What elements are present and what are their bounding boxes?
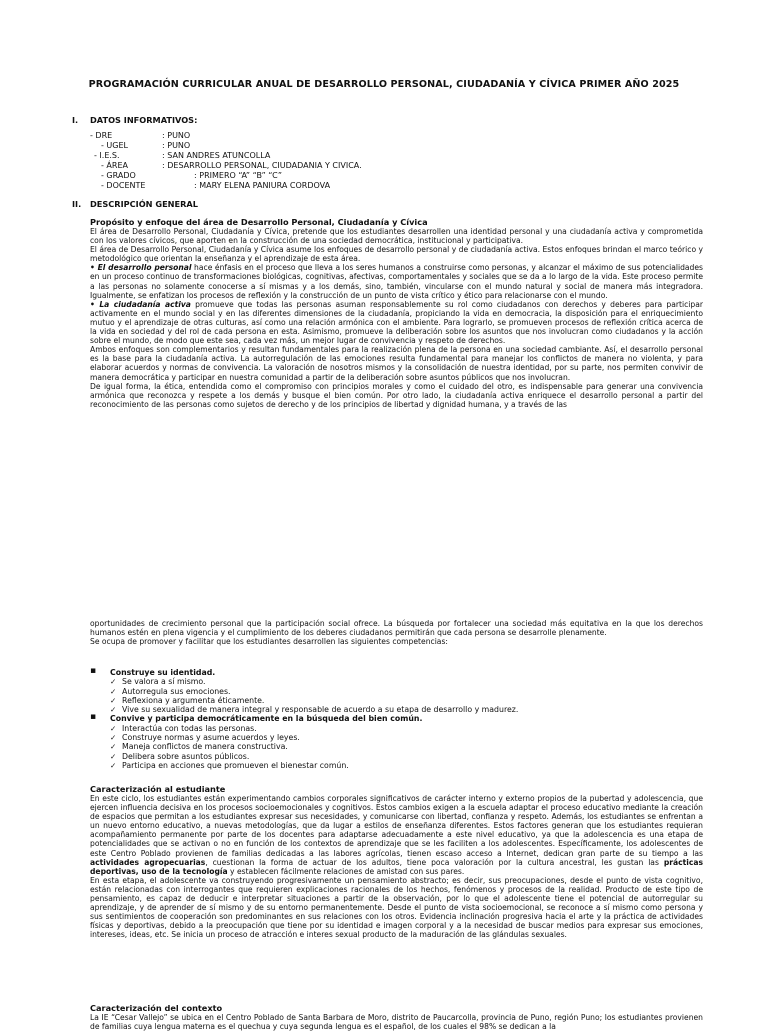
paragraph: En este ciclo, los estudiantes están experimentando cambios corporales significativos de carácter interno y externo propios de la pubertad y adolescencia, que ejercen influencia decisiva en los procesos socioemocionales y cognitivos. Estos cambios exigen a la escuela adaptar el proceso educativo mediante la creación de espacios que permitan a los estudiantes expresar sus necesidades, y comunicarse con libertad, confianza y respeto. Además, los estudiantes se enfrentan a un nuevo entorno educativo, a nuevas metodologías, que da lugar a estilos de enseñanza diferentes. Estos factores generan que los estudiantes requieran acompañamiento permanente por parte de los docentes para adaptarse adecuadamente a este nivel educativo, ya que la adolescencia es una etapa de potencialidades que se activan o no en función de los contextos de aprendizaje que se les faciliten a los adolescentes. Específicamente, los adolescentes de este Centro Poblado provienen de familias dedicadas a las labores agrícolas, tienen escaso acceso a Internet, dedican gran parte de su tiempo a las actividades agropecuarias, cuestionan la forma de actuar de los adultos, tiene poca valoración por la cultura ancestral, les gustan las prácticas deportivas, uso de la tecnología y establecen fácilmente relaciones de amistad con sus pares. bbox=[90, 794, 703, 876]
info-value-docente: : MARY ELENA PANIURA CORDOVA bbox=[194, 181, 331, 190]
caract-estudiante-heading: Caracterización al estudiante bbox=[90, 784, 226, 794]
check-icon: ✓ bbox=[110, 686, 117, 696]
info-key-ies: - I.E.S. bbox=[94, 151, 120, 160]
section-heading-datos bbox=[72, 115, 197, 125]
check-icon: ✓ bbox=[110, 695, 117, 705]
contexto-body bbox=[90, 1013, 703, 1031]
check-icon: ✓ bbox=[110, 733, 117, 743]
capacidad-item: ✓ Autorregula sus emociones. bbox=[110, 686, 231, 696]
capacidad-item: ✓ Vive su sexualidad de manera integral y responsable de acuerdo a su etapa de desarrollo y madurez. bbox=[110, 705, 519, 715]
enfoque-text: hace énfasis en el proceso que lleva a los seres humanos a construirse como personas, y alcanzar el máximo de sus potencialidades en un proceso continuo de transformaciones biológicas, cognitivas, afectivas, comportamentales y sociales que se da a lo largo de la vida. Este proceso permite a las personas no solamente conocerse a sí mismas y a los demás, sino, también, vincularse con el mundo natural y social de manera más integradora. Igualmente, se enfatizan los procesos de reflexión y la construcción de un punto de vista crítico y ético para relacionarse con el mundo. bbox=[90, 263, 703, 300]
info-value-area: : DESARROLLO PERSONAL, CIUDADANIA Y CIVICA. bbox=[162, 161, 362, 170]
competencia-identidad: ▪ Construye su identidad. bbox=[90, 668, 518, 677]
check-icon: ✓ bbox=[110, 723, 117, 733]
enfoque-text: promueve que todas las personas asuman responsablemente su rol como ciudadanos con derechos y deberes para participar activamente en el mundo social y en las diferentes dimensiones de la ciudadanía, propiciando la vida en democracia, la disposición para el enriquecimiento mutuo y el aprendizaje de otras culturas, así como una relación armónica con el ambiente. Para lograrlo, se promueven procesos de reflexión crítica acerca de la vida en sociedad y del rol de cada persona en esta. Asimismo, promueve la deliberación sobre los asuntos que nos involucran como ciudadanos y la acción sobre el mundo, de modo que este sea, cada vez más, un mejor lugar de convivencia y respeto de derechos. bbox=[90, 299, 703, 346]
paragraph: Ambos enfoques son complementarios y resultan fundamentales para la realización plena de la persona en una sociedad cambiante. Así, el desarrollo personal es la base para la ciudadanía activa. La autorregulación de las emociones resulta fundamental para manejar los conflictos de manera no violenta, y para elaborar acuerdos y normas de convivencia. La valoración de nosotros mismos y la consolidación de nuestra identidad, por su parte, nos permiten convivir de manera democrática y participar en nuestra comunidad a partir de la deliberación sobre asuntos públicos que nos involucran. bbox=[90, 345, 703, 382]
paragraph: El área de Desarrollo Personal, Ciudadanía y Cívica, pretende que los estudiantes desarrollen una identidad personal y una ciudadanía activa y comprometida con los valores cívicos, que aporten en la construcción de una sociedad democrática, institucional y participativa. bbox=[90, 227, 703, 246]
check-icon: ✓ bbox=[110, 677, 117, 687]
paragraph: En esta etapa, el adolescente va construyendo progresivamente un pensamiento abstracto; es decir, sus preocupaciones, desde el punto de vista cognitivo, están relacionadas con interrogantes que requieren explicaciones racionales de los hechos, fenómenos y procesos de la realidad. Producto de este tipo de pensamiento, es capaz de deducir e interpretar situaciones a partir de la observación, por lo que el adolescente tiene el potencial de autorregular su aprendizaje, y de aprender de sí mismo y de su entorno permanentemente. Desde el punto de vista socioemocional, se reconoce a sí mismo como persona y sus sentimientos de cooperación son predominantes en sus relaciones con los otros. Evidencia inclinación progresiva hacia el arte y la práctica de actividades físicas y deportivas, debido a la preocupación que tiene por su identidad e imagen corporal y a la necesidad de buscar medios para expresar sus emociones, intereses, ideas, etc. Se inicia un proceso de atracción e interes sexual producto de la maduración de las glándulas sexuales. bbox=[90, 875, 703, 940]
paragraph: La IE “Cesar Vallejo” se ubica en el Centro Poblado de Santa Barbara de Moro, distrito de Paucarcolla, provincia de Puno, región Puno; los estudiantes provienen de familias cuya lengua materna es el quechua y cuya segunda lengua es el español, de los cuales el 98% se dedican a la bbox=[90, 1013, 703, 1031]
info-value-dre: : PUNO bbox=[162, 131, 191, 140]
section-heading-descripcion bbox=[72, 199, 198, 209]
info-value-ugel: : PUNO bbox=[162, 141, 191, 150]
caract-estudiante-body bbox=[90, 794, 703, 940]
capacidad-item: ✓ Interactúa con todas las personas. bbox=[110, 723, 257, 733]
info-key-docente: - DOCENTE bbox=[101, 181, 146, 190]
section-label: DESCRIPCIÓN GENERAL bbox=[90, 199, 198, 209]
capacidad-item: ✓ Se valora a sí mismo. bbox=[110, 677, 206, 687]
check-icon: ✓ bbox=[110, 751, 117, 761]
info-key-area: - ÁREA bbox=[101, 161, 128, 170]
capacidad-item: ✓ Maneja conflictos de manera constructiva. bbox=[110, 742, 288, 752]
paragraph-enfoque-ciudadania bbox=[90, 300, 703, 345]
enfoque-label: • La ciudadanía activa bbox=[90, 299, 191, 309]
section-number: I. bbox=[72, 115, 79, 125]
info-key-grado: - GRADO bbox=[101, 171, 136, 180]
capacidad-item: ✓ Construye normas y asume acuerdos y leyes. bbox=[110, 733, 300, 743]
info-key-dre: - DRE bbox=[90, 131, 113, 140]
capacidad-item: ✓ Participa en acciones que promueven el bienestar común. bbox=[110, 760, 349, 770]
purpose-body bbox=[90, 227, 703, 409]
document-title: PROGRAMACIÓN CURRICULAR ANUAL DE DESARROLLO PERSONAL, CIUDADANÍA Y CÍVICA PRIMER AÑO 2025 bbox=[88, 79, 680, 90]
check-icon: ✓ bbox=[110, 705, 117, 715]
paragraph: Se ocupa de promover y facilitar que los estudiantes desarrollen las siguientes competencias: bbox=[90, 637, 448, 647]
info-value-ies: : SAN ANDRES ATUNCOLLA bbox=[162, 151, 271, 160]
enfoque-label: • El desarrollo personal bbox=[90, 263, 192, 273]
paragraph: De igual forma, la ética, entendida como el compromiso con principios morales y como el cuidado del otro, es indispensable para generar una convivencia armónica que reconozca y respete a los demás y busque el bien común. Por otro lado, la ciudadanía activa enriquece el desarrollo personal a partir del reconocimiento de las personas como sujetos de derecho y de los principios de libertad y dignidad humana, y a través de las bbox=[90, 381, 703, 409]
info-value-grado: : PRIMERO “A” “B” “C” bbox=[194, 171, 282, 180]
check-icon: ✓ bbox=[110, 742, 117, 752]
section-number: II. bbox=[72, 199, 82, 209]
caract-contexto-heading: Caracterización del contexto bbox=[90, 1003, 223, 1013]
capacidad-item: ✓ Reflexiona y argumenta éticamente. bbox=[110, 695, 265, 705]
purpose-heading: Propósito y enfoque del área de Desarrollo Personal, Ciudadanía y Cívica bbox=[90, 217, 428, 227]
check-icon: ✓ bbox=[110, 760, 117, 770]
section-label: DATOS INFORMATIVOS: bbox=[90, 115, 198, 125]
paragraph: oportunidades de crecimiento personal que la participación social ofrece. La búsqueda por fortalecer una sociedad más equitativa en la que los derechos humanos estén en plena vigencia y el cumplimiento de los deberes ciudadanos permitirán que cada persona se desarrolle plenamente. bbox=[90, 619, 703, 638]
info-key-ugel: - UGEL bbox=[101, 141, 128, 150]
competencias-list bbox=[90, 668, 518, 770]
paragraph-enfoque-desarrollo bbox=[90, 263, 703, 299]
paragraph: El área de Desarrollo Personal, Ciudadanía y Cívica asume los enfoques de desarrollo personal y de ciudadanía activa. Estos enfoques brindan el marco teórico y metodológico que orientan la enseñanza y el aprendizaje de esta área. bbox=[90, 245, 703, 264]
capacidad-item: ✓ Delibera sobre asuntos públicos. bbox=[110, 751, 250, 761]
continuation-body bbox=[90, 619, 703, 646]
competencia-convive: ▪ Convive y participa democráticamente en la búsqueda del bien común. bbox=[90, 714, 518, 723]
